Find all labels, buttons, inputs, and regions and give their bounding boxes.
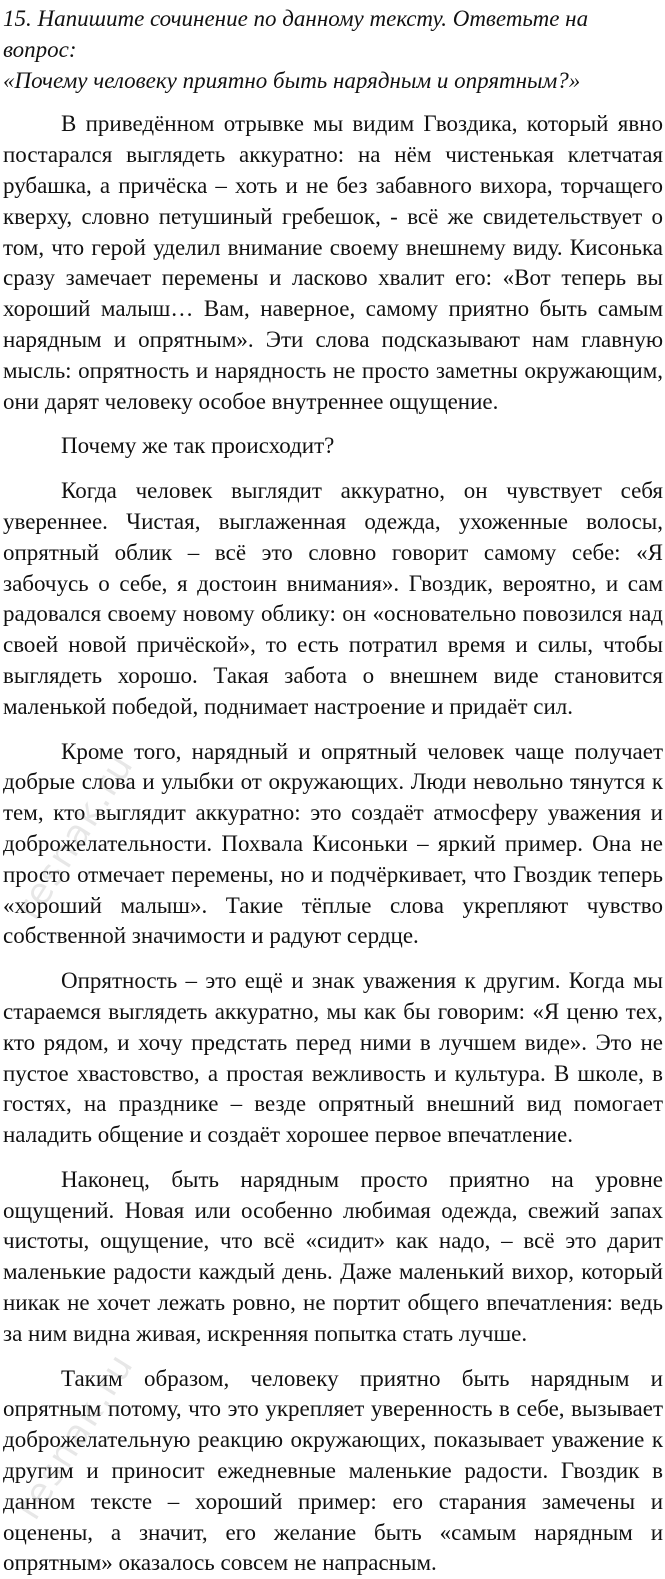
essay-body bbox=[3, 109, 663, 1579]
watermark: resnak.ru bbox=[8, 745, 143, 927]
task-question: «Почему человеку приятно быть нарядным и опрятным?» bbox=[3, 67, 581, 93]
paragraph-conclusion: Таким образом, человеку приятно быть нарядным и опрятным потому, что это укрепляет уверенность в себе, вызывает доброжелательную реакцию окружающих, показывает уважение к другим и приносит ежедневные маленькие радости. Гвоздик в данном тексте – хороший пример: его старания замечены и оценены, а значит, его желание быть «самым нарядным и опрятным» оказалось совсем не напрасным. bbox=[3, 1365, 663, 1576]
paragraph-pleasure: Наконец, быть нарядным просто приятно на уровне ощущений. Новая или особенно любимая одежда, свежий запах чистоты, ощущение, что всё «сидит» как надо, – всё это дарит маленькие радости каждый день. Даже маленький вихор, который никак не хочет лежать ровно, не портит общего впечатления: ведь за ним видна живая, искренняя попытка стать лучше. bbox=[3, 1166, 663, 1346]
paragraph-question: Почему же так происходит? bbox=[61, 433, 335, 459]
paragraph-kind-words: Кроме того, нарядный и опрятный человек чаще получает добрые слова и улыбки от окружающих. Люди невольно тянутся к тем, кто выглядит аккуратно: это создаёт атмосферу уважения и доброжелательности. Похвала Кисоньки – яркий пример. Она не просто отмечает перемены, но и подчёркивает, что Гвоздик теперь «хороший малыш». Такие тёплые слова укрепляют чувство собственной значимости и радуют сердце. bbox=[3, 738, 663, 949]
paragraph-intro: В приведённом отрывке мы видим Гвоздика, который явно постарался выглядеть аккуратно: на нём чистенькая клетчатая рубашка, а причёска – хоть и не без забавного вихора, торчащего кверху, словно петушиный гребешок, - всё же свидетельствует о том, что герой уделил внимание своему внешнему виду. Кисонька сразу замечает перемены и ласково хвалит его: «Вот теперь вы хороший малыш… Вам, наверное, самому приятно быть самым нарядным и опрятным». Эти слова подсказывают нам главную мысль: опрятность и нарядность не просто заметны окружающим, они дарят человеку особое внутреннее ощущение. bbox=[3, 111, 663, 414]
task-heading bbox=[3, 4, 663, 96]
task-line-1: 15. Напишите сочинение по данному тексту. Ответьте на вопрос: bbox=[3, 6, 589, 62]
paragraph-confidence: Когда человек выглядит аккуратно, он чувствует себя увереннее. Чистая, выглаженная одежда, ухоженные волосы, опрятный облик – всё это словно говорит самому себе: «Я забочусь о себе, я достоин внимания». Гвоздик, вероятно, и сам радовался своему новому облику: он «основательно повозился над своей новой причёской», то есть потратил время и силы, чтобы выглядеть хорошо. Такая забота о внешнем виде становится маленькой победой, поднимает настроение и придаёт сил. bbox=[3, 478, 663, 719]
paragraph-respect: Опрятность – это ещё и знак уважения к другим. Когда мы стараемся выглядеть аккуратно, мы как бы говорим: «Я ценю тех, кто рядом, и хочу предстать перед ними в лучшем виде». Это не пустое хвастовство, а простая вежливость и культура. В школе, в гостях, на празднике – везде опрятный внешний вид помогает наладить общение и создаёт хорошее первое впечатление. bbox=[3, 968, 663, 1148]
watermark: resnak.ru bbox=[8, 1345, 143, 1527]
